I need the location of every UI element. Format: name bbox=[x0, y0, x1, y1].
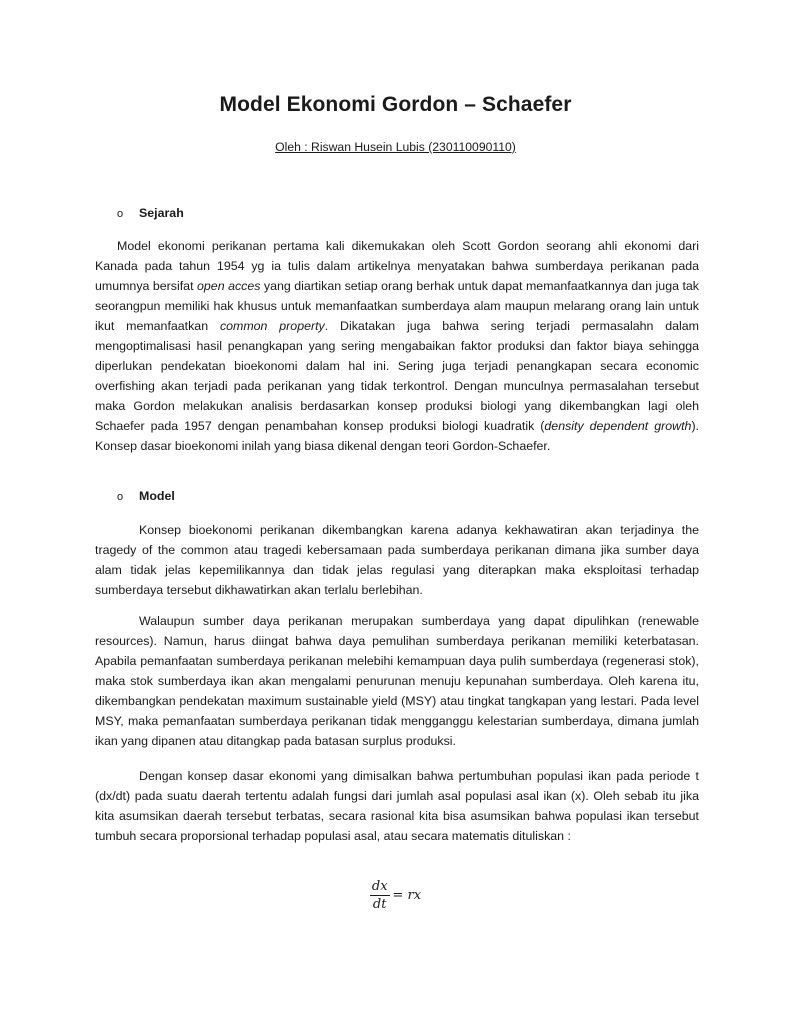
paragraph-text: yang diartikan setiap orang berhak untuk dapat memanfaatkannya dan juga tak seorangpun memiliki hak khusus untuk memanfaatkan sumberdaya alam maupun melarang orang lain untuk ikut memanfaatkan bbox=[95, 279, 699, 333]
paragraph-text: . Dikatakan juga bahwa sering terjadi permasalahn dalam mengoptimalisasi hasil penangkapan yang sering mengabaikan faktor produksi dan faktor biaya sehingga diperlukan pendekatan bioekonomi dalam hal ini. Sering juga terjadi penangkapan secara economic overfishing akan terjadi pada perikanan yang tidak terkontrol. Dengan munculnya permasalahan tersebut maka Gordon melakukan analisis berdasarkan konsep produksi biologi yang dikembangkan lagi oleh Schaefer pada 1957 dengan penambahan konsep produksi biologi kuadratik ( bbox=[95, 319, 699, 433]
formula-fraction bbox=[370, 878, 390, 913]
section-model-paragraph-3 bbox=[95, 766, 699, 846]
section-heading-model bbox=[117, 489, 175, 503]
section-model-paragraph-2 bbox=[95, 611, 699, 751]
growth-formula bbox=[0, 878, 791, 913]
author-text: Oleh : Riswan Husein Lubis (230110090110) bbox=[275, 140, 516, 154]
paragraph-text: ). Konsep dasar bioekonomi inilah yang biasa dikenal dengan teori Gordon-Schaefer. bbox=[95, 419, 700, 453]
formula-denominator: dt bbox=[372, 897, 387, 912]
paragraph-sejarah bbox=[95, 236, 699, 456]
paragraph-text: Walaupun sumber daya perikanan merupakan sumberdaya yang dapat dipulihkan (renewable resources). Namun, harus diingat bahwa daya pemulihan sumberdaya perikanan memiliki keterbatasan. Apabila pemanfaatan sumberdaya perikanan melebihi kemampuan daya pulih sumberdaya (regenerasi stok), maka stok sumberdaya ikan akan mengalami penurunan menuju kepunahan sumberdaya. Oleh karena itu, dikembangkan pendekatan maximum sustainable yield (MSY) atau tingkat tangkapan yang lestari. Pada level MSY, maka pemanfaatan sumberdaya perikanan tidak mengganggu kelestarian sumberdaya, dimana jumlah ikan yang dipanen atau ditangkap pada batasan surplus produksi. bbox=[95, 614, 699, 748]
section-sejarah-body bbox=[95, 236, 699, 456]
document-title: Model Ekonomi Gordon – Schaefer bbox=[219, 93, 572, 116]
formula-rhs: = rx bbox=[392, 888, 422, 903]
section-heading-text: Sejarah bbox=[139, 206, 184, 220]
section-heading-sejarah bbox=[117, 206, 184, 220]
paragraph-text: Model ekonomi perikanan pertama kali dikemukakan oleh Scott Gordon seorang ahli ekonomi dari Kanada pada tahun 1954 yg ia tulis dalam artikelnya menyatakan bahwa sumberdaya perikanan pada umumnya bersifat bbox=[95, 239, 699, 293]
formula-numerator: dx bbox=[371, 879, 388, 894]
author-line bbox=[0, 140, 791, 154]
italic-term: density dependent growth bbox=[544, 419, 692, 433]
bullet-marker: o bbox=[117, 208, 124, 220]
paragraph-text: Konsep bioekonomi perikanan dikembangkan karena adanya kekhawatiran akan terjadinya the tragedy of the common atau tragedi kebersamaan pada sumberdaya perikanan dimana jika sumber daya alam tidak jelas kepemilikannya dan tidak jelas regulasi yang diterapkan maka eksploitasi terhadap sumberdaya tersebut dikhawatirkan akan terlalu berlebihan. bbox=[95, 523, 699, 597]
italic-term: common property bbox=[219, 319, 325, 333]
italic-term: open acces bbox=[197, 279, 261, 293]
section-heading-text: Model bbox=[139, 489, 175, 503]
paragraph-text: Dengan konsep dasar ekonomi yang dimisalkan bahwa pertumbuhan populasi ikan pada periode t (dx/dt) pada suatu daerah tertentu adalah fungsi dari jumlah asal populasi asal ikan (x). Oleh sebab itu jika kita asumsikan daerah tersebut terbatas, secara rasional kita bisa asumsikan bahwa populasi ikan tersebut tumbuh secara proporsional terhadap populasi asal, atau secara matematis dituliskan : bbox=[95, 769, 699, 843]
bullet-marker: o bbox=[117, 491, 124, 503]
section-model-paragraph-1 bbox=[95, 520, 699, 600]
